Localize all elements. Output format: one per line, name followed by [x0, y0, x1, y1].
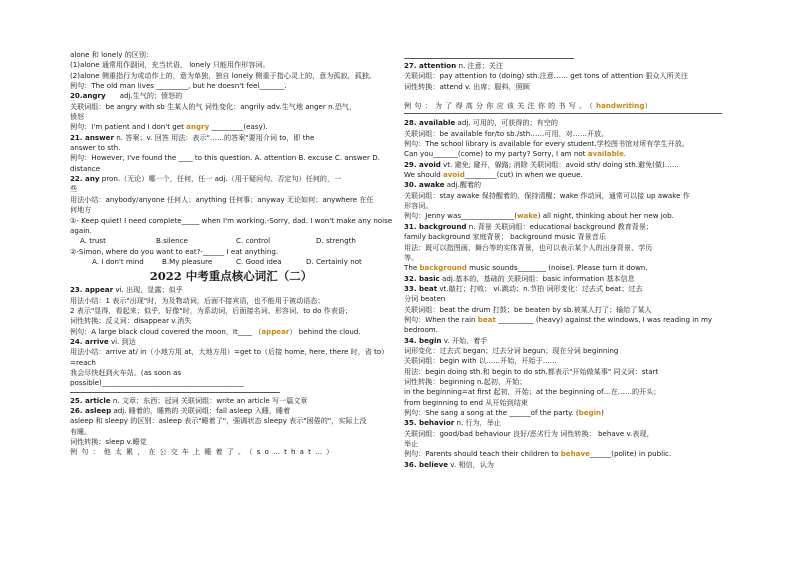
example-line: [70, 122, 392, 132]
text-span: 例句：She sang a song at the ______of the party. (: [404, 408, 579, 417]
entry-word: 34. begin: [404, 335, 442, 345]
text-span: ) all night, thinking about her new job.: [537, 211, 674, 221]
highlight-word: available: [587, 149, 624, 159]
entry-awake: [404, 180, 722, 190]
right-column: [404, 58, 722, 470]
example-line: [404, 449, 722, 459]
example-line: [70, 327, 392, 337]
text-span: ): [601, 408, 604, 417]
translation-prompt: 我会尽快赶到火车站。(as soon as: [70, 367, 182, 377]
text-line: 2 表示"显得，看起来；似乎，好像"时，为系动词，后面接名词、形容词、to do 作表语；: [70, 305, 353, 315]
highlight-word: behave: [560, 449, 590, 459]
entry-word: 26. asleep: [70, 406, 112, 415]
text-line: 等。: [404, 252, 419, 262]
text-span: adj. 可用的，可获得的；有空的: [455, 118, 558, 128]
text-line: 分词 beaten: [404, 294, 446, 304]
text-line: =reach: [70, 357, 96, 367]
answer-blank-line: possible)________________________________________: [70, 378, 244, 388]
text-line: family background 家庭背景； background music 背景音乐: [404, 232, 606, 242]
left-column: [70, 50, 392, 458]
entry-believe: [404, 460, 722, 470]
text-span: _________(cut) in when we queue.: [464, 170, 583, 180]
entry-any: [70, 174, 392, 184]
text-span: 例句：为了得高分你应该关注你的书写。（: [404, 101, 597, 111]
entry-word: 22. any: [70, 174, 100, 184]
text-line: (1)alone 通常用作副词，充当状语， lonely 只能用作形容词。: [70, 60, 270, 70]
option: B.My pleasure: [162, 256, 213, 266]
highlight-word: handwriting: [596, 101, 645, 111]
entry-word: 20.angry: [70, 91, 106, 101]
text-line: 词性转换：beginning n.起初，开始；: [404, 376, 527, 386]
question-line: ②-Simon, where do you want to eat?-______ I eat anything.: [70, 246, 279, 256]
highlight-word: avoid: [442, 170, 465, 180]
example-line: 例句：However, I've found the ____ to this question. A. attention B. excuse C. answer D.: [70, 153, 380, 163]
text-line: again.: [70, 225, 92, 235]
text-span: vi. 出现，显露；似乎: [113, 285, 183, 295]
divider: [70, 392, 280, 393]
text-line: 用法小结：1 表示"出现"时，为及物动词，后面不接宾语，也不能用于被动语态；: [70, 295, 325, 305]
text-line: 愤怒: [70, 112, 85, 122]
entry-word: 24. arrive: [70, 336, 109, 346]
text-line: answer to sth.: [70, 143, 121, 153]
option: D. Certainly not: [306, 256, 362, 266]
text-line: alone 和 lonely 的区别：: [70, 50, 154, 59]
text-span: n. 文章；东西；冠词 关联词组：write an article 写一篇文章: [110, 395, 308, 405]
highlight-word: appear: [261, 326, 290, 336]
highlight-word: beat: [477, 314, 496, 324]
entry-word: 25. article: [70, 395, 111, 405]
entry-word: 30. awake: [404, 180, 445, 190]
text-span: vi. 到达: [108, 336, 136, 346]
highlight-word: angry: [186, 122, 210, 132]
example-line: [404, 408, 722, 418]
option: A. I don't mind: [92, 256, 144, 266]
text-span: pron.（无论）哪一个，任何，任一 adj.（用于疑问句、否定句）任何的，一: [99, 174, 342, 184]
entry-word: 35. behavior: [404, 418, 455, 428]
entry-word: 33. beat: [404, 283, 438, 293]
text-line: 关联词组：be angry with sb 生某人的气 词性变化：angrily adv.生气地 anger n.恐气，: [70, 101, 357, 111]
entry-word: 31. background: [404, 221, 467, 231]
entry-attention: [404, 61, 722, 71]
example-line: [404, 315, 722, 325]
text-line: 关联词组：pay attention to (doing) sth.注意…… get tons of attention 狠众人所关注: [404, 71, 688, 81]
text-line: 关联词组：be available for/to sb./sth……可用，对……开放。: [404, 128, 609, 138]
text-line: 词形变化：过去式 began；过去分词 begun；现在分词 beginning: [404, 345, 619, 355]
entry-arrive: [70, 337, 392, 347]
text-span: 例句：When the rain: [404, 314, 478, 324]
text-span: __________ (heavy) against the windows, I was reading in my: [495, 314, 713, 324]
entry-answer: [70, 133, 392, 143]
entry-word: 27. attention: [404, 61, 457, 70]
divider: [404, 58, 574, 59]
text-line: distance: [70, 163, 101, 173]
example-line: [404, 263, 722, 273]
text-span: v. 开始，着手: [441, 335, 488, 345]
example-line: [404, 211, 722, 221]
text-span: music sounds________ (noise). Please turn it down.: [466, 263, 648, 273]
option: C. control: [236, 236, 271, 246]
entry-basic: [404, 274, 722, 284]
text-span: The: [404, 263, 420, 273]
section-heading: 2022 中考重点核心词汇（二）: [149, 269, 313, 284]
text-span: 例句：Parents should teach their children to: [404, 449, 561, 459]
text-line: in the beginning=at first 起初，开始；at the beginning of…在……的开头；: [404, 387, 661, 397]
text-line: 关联词组：good/bad behaviour 良好/恶劣行为 词性转换： behave v.表现，: [404, 428, 654, 438]
text-line: 用法小结：anybody/anyone 任何人；anything 任何事；anyway 无论如何；anywhere 在任: [70, 194, 374, 204]
text-line: 词性转换：反义词：disappear v.消失: [70, 316, 192, 326]
options-row: [70, 257, 392, 267]
text-line: 有睡。: [70, 426, 92, 436]
option: D. strength: [316, 236, 356, 246]
entry-begin: [404, 336, 722, 346]
text-line: 用法：begin doing sth.和 begin to do sth.都表示"开始做某事" 同义词：start: [404, 366, 659, 376]
text-span: n. 答案；v. 回答 用法：表示"……的答案"要用介词 to，即 the: [113, 132, 315, 142]
text-span: ）: [644, 101, 655, 111]
text-line: 用法：既可以指图画、舞台等的实体背景，也可以表示某个人的出身背景、学历: [404, 242, 653, 252]
highlight-word: begin: [578, 408, 602, 417]
text-span: vt.敲打；打败； vi.跳动；n.节拍 词形变化：过去式 beat；过去: [437, 283, 643, 293]
text-line: from beginning to end 从开始到结束: [404, 397, 528, 407]
highlight-word: background: [419, 263, 467, 273]
text-line: 关联词组：begin with 以……开始，开始于……: [404, 356, 557, 366]
option: C. Good idea: [236, 256, 282, 266]
text-line: 用法小结：arrive at/ in（小地方用 at，大地方用）=get to（后接 home, here, there 时，省 to）: [70, 347, 389, 357]
text-line: 何地方: [70, 205, 92, 215]
text-line: 些: [70, 184, 78, 194]
text-span: 例句：A large black cloud covered the moon，It____ （: [70, 326, 262, 336]
entry-article: [70, 396, 392, 406]
entry-definition: adj.生气的；愤怒的: [119, 91, 183, 101]
text-line: 举止: [404, 439, 419, 449]
text-line: 关联词组：beat the drum 打鼓；be beaten by sb.被某人打了；输给了某人: [404, 304, 652, 314]
translation-prompt: [404, 101, 722, 111]
text-span: vt. 避免; 避开，躲路; 消除 关联词组：avoid sth/ doing sth.避免(做)……: [440, 159, 679, 169]
divider: [404, 113, 722, 114]
entry-background: [404, 222, 722, 232]
question-line: ①- Keep quiet! I need complete_____ when I'm working.-Sorry, dad. I won't make any noise: [70, 215, 392, 225]
example-line: [404, 170, 722, 180]
entry-behavior: [404, 418, 722, 428]
entry-appear: [70, 285, 392, 295]
text-line: 形容词。: [404, 201, 433, 211]
text-span: adj.基本的，基础的 关联词组：basic information 基本信息: [439, 273, 635, 283]
entry-avoid: [404, 160, 722, 170]
options-row: [70, 236, 392, 246]
text-span: ______(polite) in public.: [589, 449, 672, 459]
text-span: We should: [404, 170, 443, 180]
text-span: adj. 睡着的，睡熟的 关联词组：fall asleep 入睡，睡着: [111, 406, 291, 415]
example-line: 例句：The school library is available for every student.学校图书馆对所有学生开放。: [404, 139, 689, 149]
text-line: bedroom.: [404, 325, 438, 335]
entry-word: 32. basic: [404, 273, 440, 283]
entry-available: [404, 118, 722, 128]
option: B.silence: [156, 236, 188, 246]
text-span: adj.醒着的: [444, 180, 482, 190]
text-line: 词性转换：attend v. 出席；服料，照顾: [404, 81, 530, 91]
entry-word: 28. available: [404, 118, 456, 128]
text-span: n. 注意；关注: [456, 61, 503, 70]
entry-beat: [404, 284, 722, 294]
text-line: 关联词组：stay awake 保持醒着的，保持清醒；wake 作动词，通常可以接 up awake 作: [404, 190, 690, 200]
text-span: _________(easy).: [209, 122, 268, 132]
entry-word: 36. believe: [404, 459, 449, 469]
text-span: 例句：I'm patient and I don't get: [70, 122, 187, 132]
text-span: v. 相信，认为: [448, 459, 494, 469]
text-span: n. 行为，举止: [454, 418, 501, 428]
text-line: asleep 和 sleepy 的区别：asleep 表示"睡着了"，强调状态 sleepy 表示"困倦的"，实际上没: [70, 416, 367, 426]
option: A. trust: [80, 236, 106, 246]
text-line: 词性转换：sleep v.睡觉: [70, 437, 147, 447]
text-span: n. 背景 关联词组：educational background 教育背景；: [466, 221, 654, 231]
entry-angry: [70, 91, 392, 101]
example-line: [404, 149, 722, 159]
example-line: 例句：The old man lives _________, but he doesn't feel_______.: [70, 81, 287, 91]
entry-word: 21. answer: [70, 132, 114, 142]
text-span: .: [623, 149, 627, 159]
entry-word: 23. appear: [70, 285, 114, 295]
entry-asleep: [70, 406, 392, 416]
text-span: 例句：Jenny was_______________(: [404, 211, 517, 221]
entry-word: 29. avoid: [404, 159, 441, 169]
text-line: (2)alone 侧重指行为或动作上的，意为单独，独自 lonely 侧重于指心灵上的，意为孤寂，孤独。: [70, 70, 376, 80]
translation-prompt: 例句：他太累，在公交车上睡着了。（so…that…）: [70, 447, 338, 457]
text-span: Can you_______(come) to my party? Sorry, I am not: [404, 149, 588, 159]
text-span: ） behind the cloud.: [289, 326, 361, 336]
highlight-word: wake: [517, 211, 538, 221]
